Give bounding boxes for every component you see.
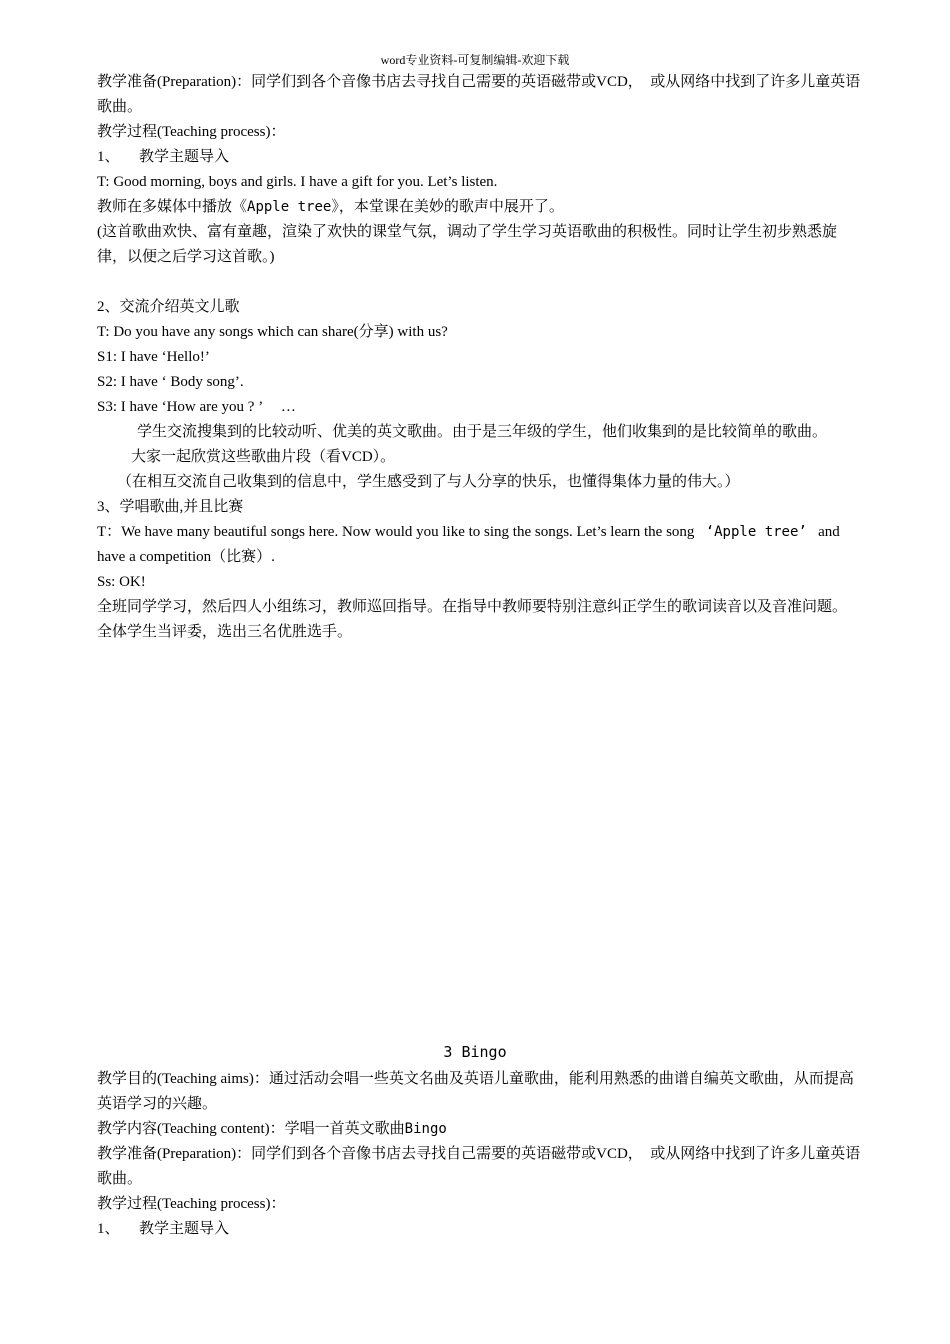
step-2-heading: 2、交流介绍英文儿歌 (97, 299, 240, 315)
teacher-greeting: T: Good morning, boys and girls. I have a gift for you. Let’s listen. (97, 174, 498, 190)
enjoy-paragraph: 大家一起欣赏这些歌曲片段（看VCD）。 (131, 449, 396, 465)
section-3-body (97, 1067, 865, 1242)
teaching-process-heading: 教学过程(Teaching process)： (97, 124, 286, 140)
teacher-question: T: Do you have any songs which can share(分享) with us? (97, 324, 448, 340)
step-1-title: 教学主题导入 (139, 149, 230, 165)
teacher-plays-song (97, 195, 865, 220)
section-title-bingo: 3 Bingo (443, 1043, 507, 1061)
teacher-plays-text-b: 》，本堂课在美妙的歌声中展开了。 (331, 199, 564, 215)
note-paragraph-1: (这首歌曲欢快、富有童趣，渲染了欢快的课堂气氛，调动了学生学习英语歌曲的积极性。同时让学生初步熟悉旋律，以便之后学习这首歌。) (97, 224, 838, 265)
judge-paragraph: 全体学生当评委，选出三名优胜选手。 (97, 624, 353, 640)
step-1-number: 1、 (97, 149, 120, 165)
preparation-paragraph: 教学准备(Preparation)：同学们到各个音像书店去寻找自己需要的英语磁带或VCD， 或从网络中找到了许多儿童英语歌曲。 (97, 74, 861, 115)
note-paragraph-2: （在相互交流自己收集到的信息中，学生感受到了与人分享的快乐，也懂得集体力量的伟大。） (117, 474, 740, 490)
teacher-learn-song (97, 520, 865, 570)
spacer (97, 270, 865, 295)
step-1-title-2: 教学主题导入 (139, 1221, 230, 1237)
teaching-content-text: 教学内容(Teaching content)：学唱一首英文歌曲 (97, 1121, 405, 1137)
student-3-answer: S3: I have ‘How are you ? ’ … (97, 399, 296, 415)
song-name-bingo: Bingo (404, 1121, 447, 1137)
teaching-content-line (97, 1117, 865, 1142)
teacher-plays-text-a: 教师在多媒体中播放《 (97, 199, 248, 215)
document-body (97, 70, 865, 645)
teaching-process-heading-2: 教学过程(Teaching process)： (97, 1196, 286, 1212)
practice-paragraph: 全班同学学习，然后四人小组练习，教师巡回指导。在指导中教师要特别注意纠正学生的歌词读音以及音准问题。 (97, 599, 848, 615)
step-3-heading: 3、学唱歌曲,并且比赛 (97, 499, 244, 515)
step-1-heading (97, 145, 865, 170)
students-exchange-paragraph: 学生交流搜集到的比较动听、优美的英文歌曲。由于是三年级的学生，他们收集到的是比较简单的歌曲。 (137, 424, 828, 440)
step-1-heading-2 (97, 1217, 865, 1242)
step-1-number-2: 1、 (97, 1221, 120, 1237)
teaching-aims-paragraph: 教学目的(Teaching aims)：通过活动会唱一些英文名曲及英语儿童歌曲，能利用熟悉的曲谱自编英文歌曲，从而提高英语学习的兴趣。 (97, 1071, 854, 1112)
student-1-answer: S1: I have ‘Hello!’ (97, 349, 210, 365)
teacher-learn-text-b: and have a competition（比赛）. (97, 524, 840, 565)
song-name-apple-tree-quoted: ‘Apple tree’ (705, 524, 807, 540)
student-2-answer: S2: I have ‘ Body song’. (97, 374, 244, 390)
page-header: word专业资料-可复制编辑-欢迎下载 (380, 53, 570, 67)
song-name-apple-tree: Apple tree (247, 199, 332, 215)
students-ok: Ss: OK! (97, 574, 146, 590)
preparation-paragraph-2: 教学准备(Preparation)：同学们到各个音像书店去寻找自己需要的英语磁带或VCD， 或从网络中找到了许多儿童英语歌曲。 (97, 1146, 861, 1187)
teacher-learn-text-a: T：We have many beautiful songs here. Now would you like to sing the songs. Let’s learn the song (97, 524, 695, 540)
